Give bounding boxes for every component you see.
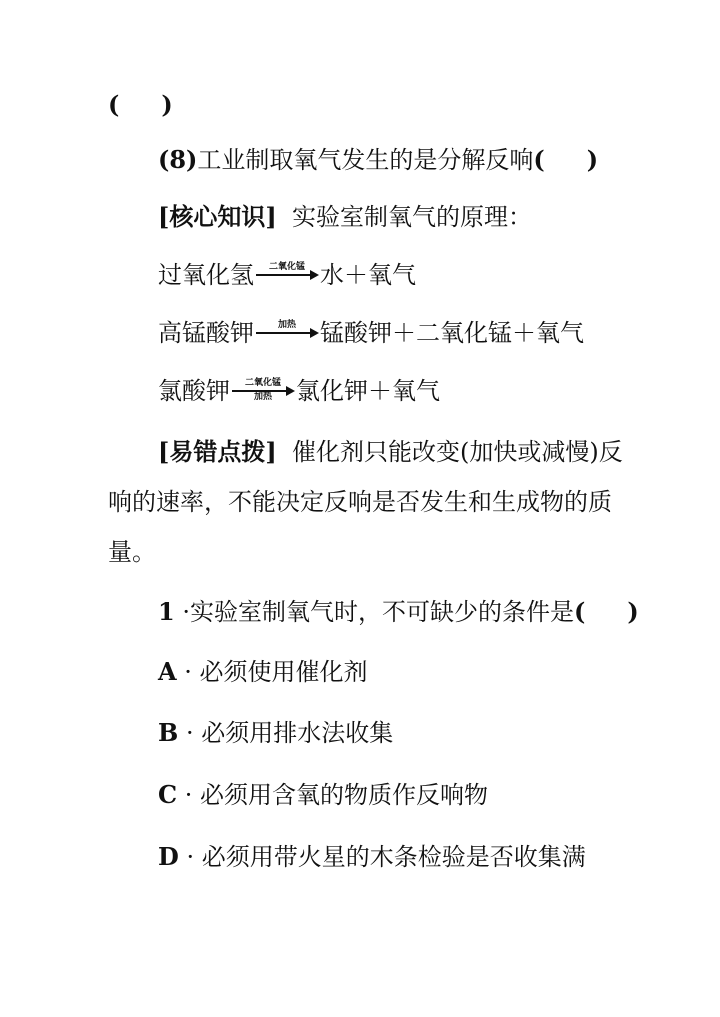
equation-potassium-chlorate [158, 376, 440, 406]
option-c [158, 780, 488, 810]
question-number: 1 [158, 597, 175, 626]
option-d [158, 842, 586, 872]
tip-text: 响的速率，不能决定反响是否发生和生成物的质 [108, 488, 612, 516]
option-letter: C [158, 780, 178, 809]
option-letter: A [158, 657, 177, 686]
question-1 [158, 597, 639, 627]
close-paren: ) [161, 90, 173, 119]
condition-heat: 加热 [277, 320, 296, 330]
option-a [158, 657, 368, 687]
close-paren: ) [627, 597, 639, 626]
products: 氯化钾＋氧气 [296, 377, 440, 405]
equation-potassium-permanganate [158, 318, 584, 348]
equation-hydrogen-peroxide [158, 260, 416, 290]
option-text: · 必须用带火星的木条检验是否收集满 [186, 843, 586, 871]
option-text: · 必须用含氧的物质作反响物 [184, 781, 489, 809]
option-text: · 必须用排水法收集 [185, 719, 394, 747]
option-letter: D [158, 842, 179, 871]
tip-line-1 [158, 437, 623, 467]
tip-text: 催化剂只能改变(加快或减慢)反 [291, 438, 623, 466]
open-paren: ( [533, 145, 545, 174]
tip-label: [易错点拨] [158, 437, 277, 466]
condition-catalyst: 二氧化锰 [244, 378, 281, 388]
reaction-arrow [230, 376, 296, 406]
core-knowledge-label: [核心知识] [158, 202, 277, 231]
option-letter: B [158, 718, 179, 747]
open-paren: ( [108, 90, 120, 119]
statement-number: (8) [158, 145, 198, 174]
option-text: · 必须使用催化剂 [184, 658, 368, 686]
core-knowledge-heading [158, 202, 532, 232]
products: 水＋氧气 [320, 261, 416, 289]
option-b [158, 718, 393, 748]
reactant: 氯酸钾 [158, 377, 230, 405]
reactant: 高锰酸钾 [158, 319, 254, 347]
reaction-arrow [254, 318, 320, 348]
open-paren: ( [573, 597, 586, 626]
tip-text: 量。 [108, 538, 156, 566]
close-paren: ) [586, 145, 599, 174]
core-knowledge-text: 实验室制氧气的原理： [291, 203, 532, 231]
answer-blank-line [108, 90, 173, 120]
statement-text: 工业制取氧气发生的是分解反响 [197, 146, 534, 174]
reactant: 过氧化氢 [158, 261, 254, 289]
products: 锰酸钾＋二氧化锰＋氧气 [320, 319, 584, 347]
tip-line-3 [108, 537, 156, 567]
question-text: ·实验室制氧气时，不可缺少的条件是 [182, 598, 574, 626]
statement-8 [158, 145, 598, 175]
condition-heat: 加热 [253, 392, 272, 402]
tip-line-2 [108, 487, 612, 517]
condition-catalyst: 二氧化锰 [268, 262, 305, 272]
reaction-arrow [254, 260, 320, 290]
